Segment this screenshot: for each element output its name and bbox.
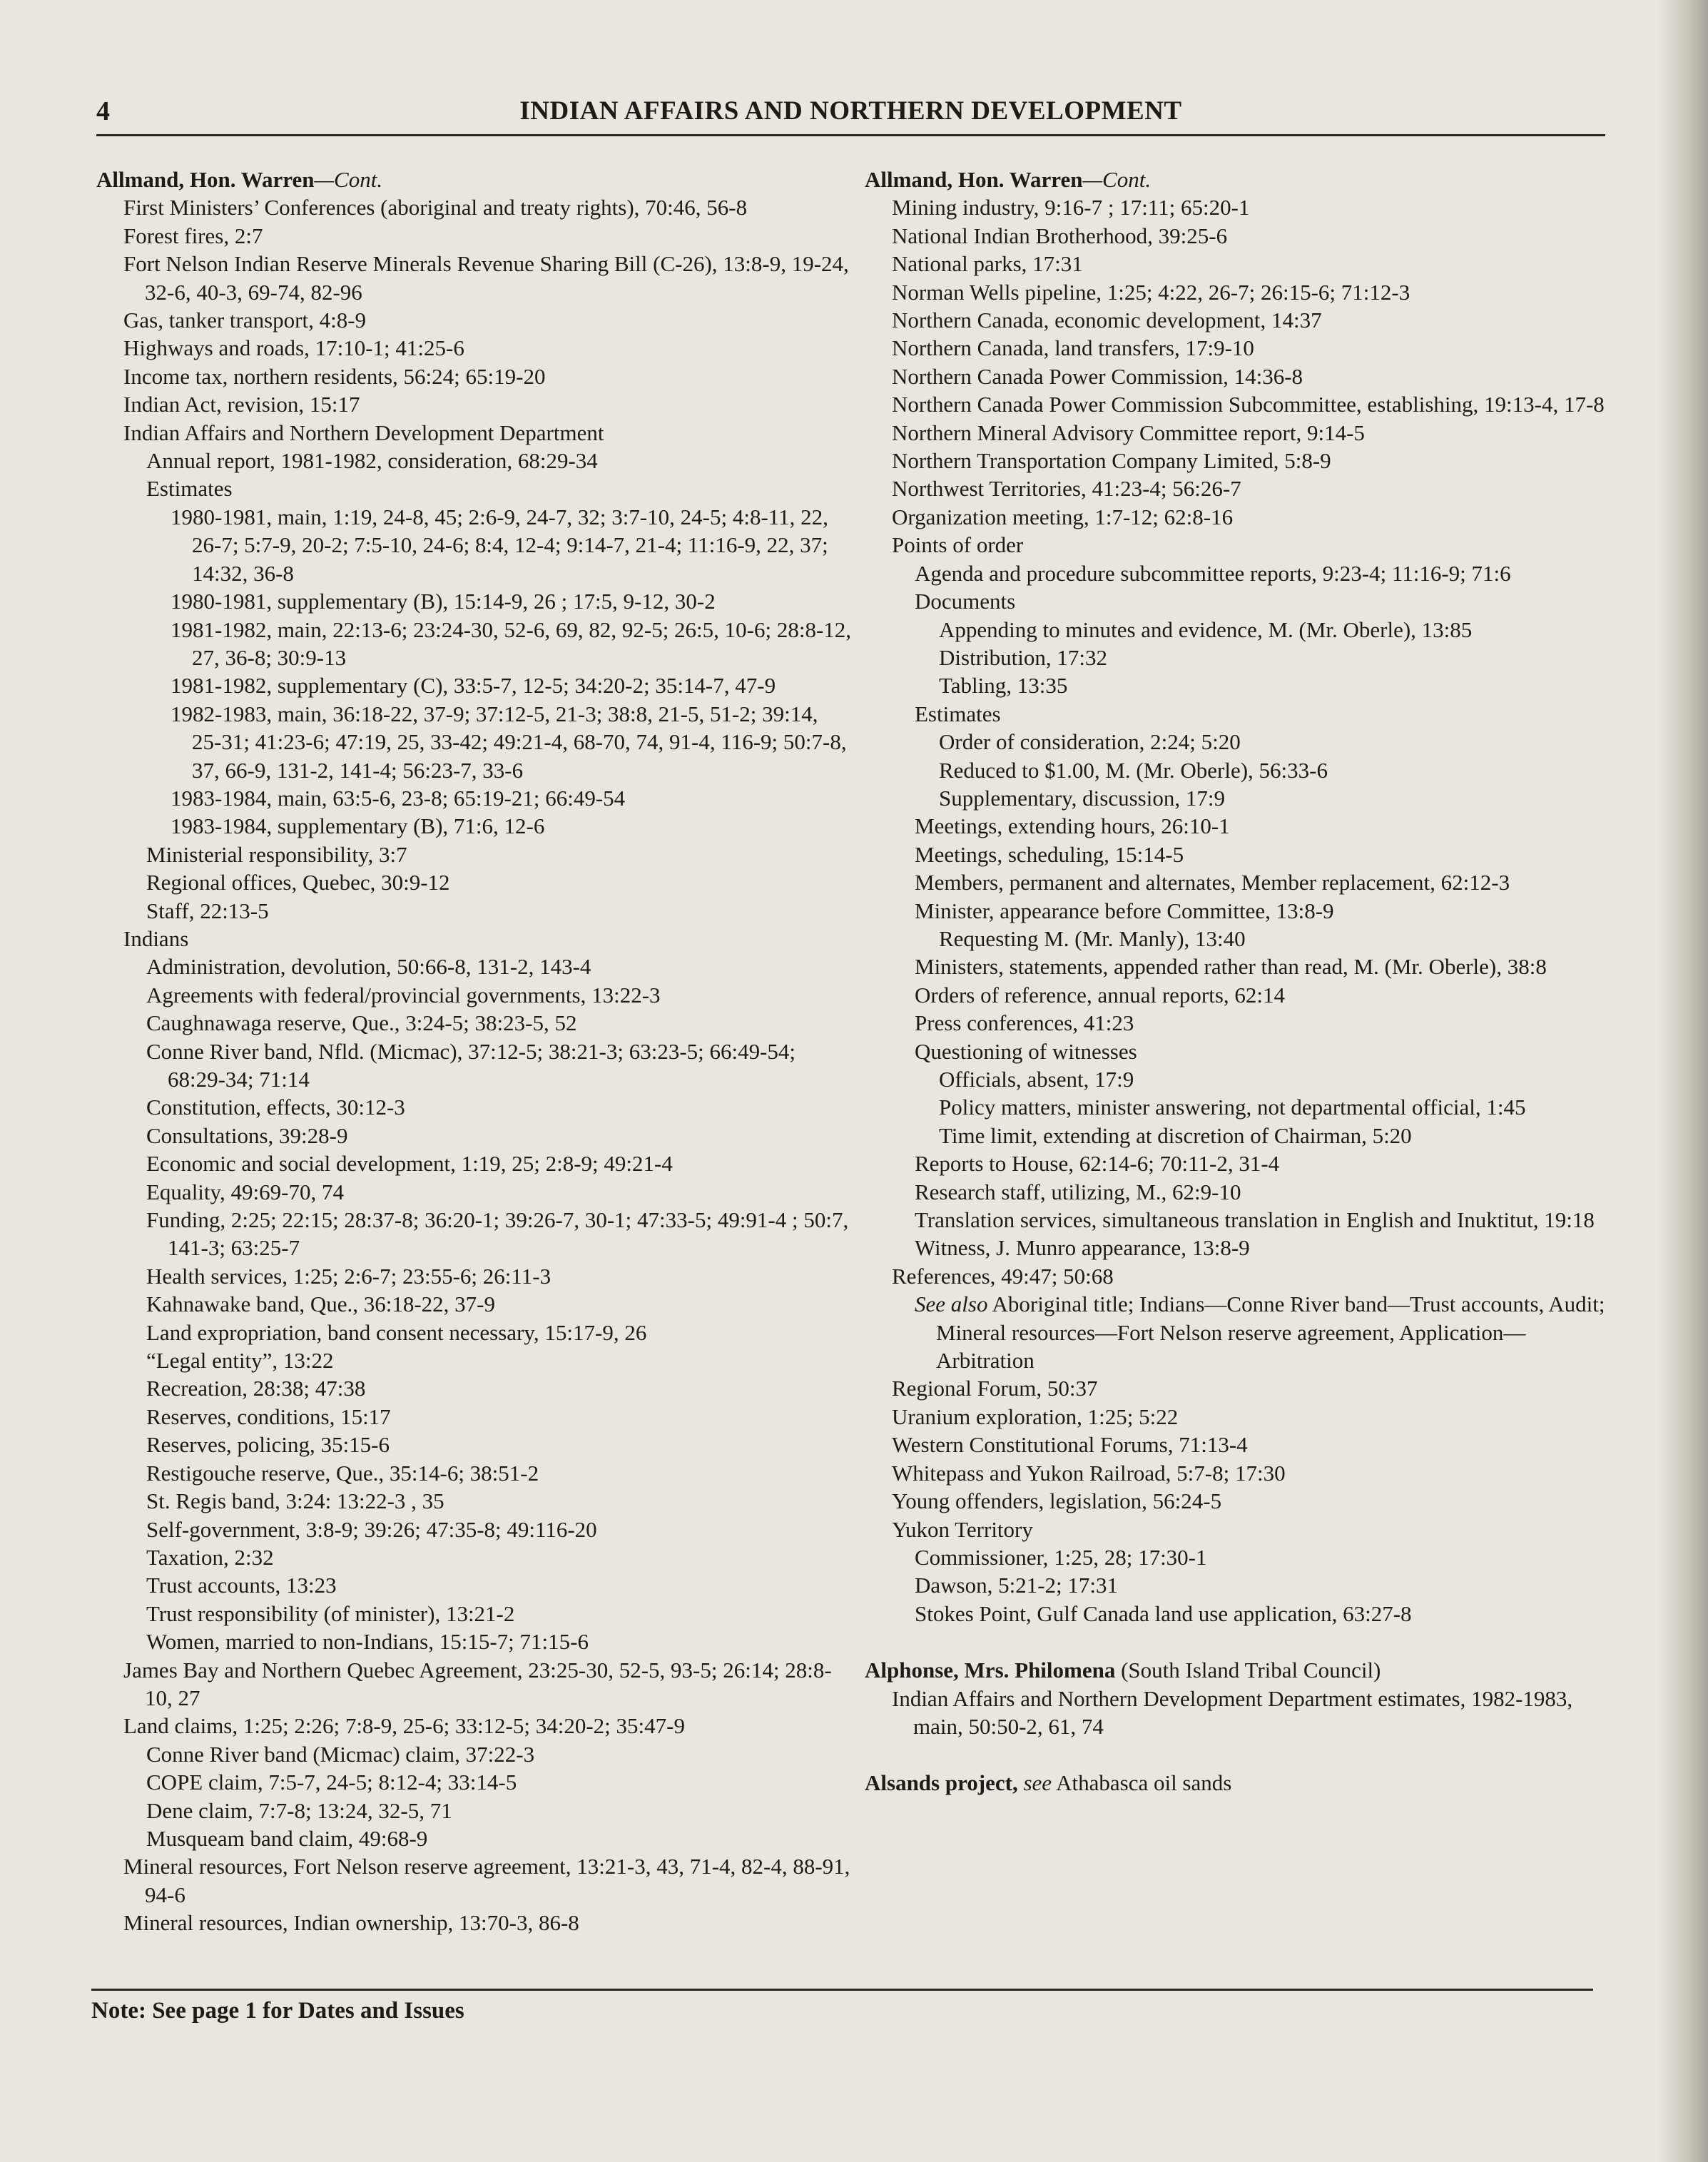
index-entry: Caughnawaga reserve, Que., 3:24-5; 38:23-5, 52 [146,1010,577,1036]
index-entry: Constitution, effects, 30:12-3 [146,1095,405,1120]
index-entry: Trust accounts, 13:23 [146,1573,337,1598]
index-entry: Kahnawake band, Que., 36:18-22, 37-9 [146,1291,495,1317]
index-entry: Northern Mineral Advisory Committee report, 9:14-5 [892,420,1365,445]
index-entry: Meetings, extending hours, 26:10-1 [915,813,1230,839]
heading-name: Allmand, Hon. Warren [865,167,1083,192]
heading-cont: —Cont. [314,167,383,192]
index-entry: Order of consideration, 2:24; 5:20 [939,729,1241,755]
index-entry: Northern Canada Power Commission, 14:36-8 [892,363,1303,389]
index-entry: Points of order [892,532,1024,558]
index-entry: Northern Transportation Company Limited, 5:8-9 [892,448,1331,474]
index-entry: Northern Canada, land transfers, 17:9-10 [892,335,1254,361]
index-entry: Taxation, 2:32 [146,1544,274,1570]
index-entry: Commissioner, 1:25, 28; 17:30-1 [915,1544,1207,1570]
index-entry: National Indian Brotherhood, 39:25-6 [892,223,1228,248]
index-entry: 1980-1981, main, 1:19, 24-8, 45; 2:6-9, 24-7, 32; 3:7-10, 24-5; 4:8-11, 22, 26-7; 5:7-9, 20-2; 7:5-10, 24-6; 8:4, 12-4; 9:14-7, 21-4; 11:16-9, 22, 37; 14:32, 36-8 [171,504,828,586]
index-entry: Press conferences, 41:23 [915,1010,1134,1036]
index-entry: Witness, J. Munro appearance, 13:8-9 [915,1235,1250,1261]
index-entry: Norman Wells pipeline, 1:25; 4:22, 26-7; 26:15-6; 71:12-3 [892,279,1410,305]
index-entry: References, 49:47; 50:68 [892,1263,1114,1289]
index-entry: 1980-1981, supplementary (B), 15:14-9, 26 ; 17:5, 9-12, 30-2 [171,589,716,614]
index-entry: Indian Act, revision, 15:17 [123,392,360,417]
index-entry: 1981-1982, main, 22:13-6; 23:24-30, 52-6, 69, 82, 92-5; 26:5, 10-6; 28:8-12, 27, 36-8; 30:9-13 [171,616,852,670]
index-entry: Musqueam band claim, 49:68-9 [146,1825,428,1851]
index-entry: Fort Nelson Indian Reserve Minerals Revenue Sharing Bill (C-26), 13:8-9, 19-24, 32-6, 40-3, 69-74, 82-96 [123,251,849,305]
spacer [865,1628,1614,1656]
index-entry: Ministerial responsibility, 3:7 [146,841,407,867]
index-entry: Dene claim, 7:7-8; 13:24, 32-5, 71 [146,1797,452,1823]
left-column [96,166,853,1937]
index-entry: Questioning of witnesses [915,1038,1137,1064]
index-entry: Agenda and procedure subcommittee reports, 9:23-4; 11:16-9; 71:6 [915,560,1511,586]
heading-cont: —Cont. [1082,167,1152,192]
index-entry: Indian Affairs and Northern Development Department [123,420,604,445]
index-entry: First Ministers’ Conferences (aboriginal and treaty rights), 70:46, 56-8 [123,195,748,220]
index-entry: Organization meeting, 1:7-12; 62:8-16 [892,504,1234,529]
index-entry: Northern Canada Power Commission Subcommittee, establishing, 19:13-4, 17-8 [892,392,1605,417]
index-entry: Stokes Point, Gulf Canada land use application, 63:27-8 [915,1600,1412,1626]
heading-name: Allmand, Hon. Warren [96,167,315,192]
index-entry: Land claims, 1:25; 2:26; 7:8-9, 25-6; 33:12-5; 34:20-2; 35:47-9 [123,1713,685,1739]
index-entry: Recreation, 28:38; 47:38 [146,1376,366,1401]
index-entry: Reduced to $1.00, M. (Mr. Oberle), 56:33-6 [939,757,1328,783]
index-entry: Appending to minutes and evidence, M. (Mr. Oberle), 13:85 [939,616,1473,642]
right-column [865,166,1614,1797]
index-entry: Members, permanent and alternates, Member replacement, 62:12-3 [915,870,1510,895]
see-reference: see [1023,1770,1052,1796]
see-also-targets: Aboriginal title; Indians—Conne River band—Trust accounts, Audit; Mineral resources—Fort Nelson reserve agreement, Application—Arbitration [936,1291,1605,1374]
index-entry: Indians [123,925,189,951]
index-entry: 1981-1982, supplementary (C), 33:5-7, 12-5; 34:20-2; 35:14-7, 47-9 [171,673,776,699]
spacer [865,1740,1614,1769]
page-number: 4 [96,96,110,126]
index-entry: Requesting M. (Mr. Manly), 13:40 [939,925,1246,951]
index-entry: Dawson, 5:21-2; 17:31 [915,1573,1119,1598]
index-entry: Administration, devolution, 50:66-8, 131-2, 143-4 [146,954,591,980]
index-entry: Uranium exploration, 1:25; 5:22 [892,1404,1179,1429]
index-entry: Tabling, 13:35 [939,673,1068,699]
page-edge-shadow [1658,0,1708,2162]
index-entry: Northwest Territories, 41:23-4; 56:26-7 [892,476,1241,502]
index-entry: Income tax, northern residents, 56:24; 65:19-20 [123,363,546,389]
index-entry: Estimates [915,701,1001,726]
index-entry: Indian Affairs and Northern Development Department estimates, 1982-1983, main, 50:50-2, 61, 74 [892,1685,1573,1739]
index-entry: Reserves, conditions, 15:17 [146,1404,391,1429]
index-entry: 1982-1983, main, 36:18-22, 37-9; 37:12-5, 21-3; 38:8, 21-5, 51-2; 39:14, 25-31; 41:23-6; 47:19, 25, 33-42; 49:21-4, 68-70, 74, 91-4, 116-9; 50:7-8, 37, 66-9, 131-2, 141-4; 56:23-7, 33-6 [171,701,847,783]
index-entry: Self-government, 3:8-9; 39:26; 47:35-8; 49:116-20 [146,1516,597,1542]
index-entry: Gas, tanker transport, 4:8-9 [123,308,367,333]
index-entry: Forest fires, 2:7 [123,223,263,248]
index-entry: Distribution, 17:32 [939,644,1107,670]
index-entry: “Legal entity”, 13:22 [146,1348,334,1374]
index-entry: Orders of reference, annual reports, 62:14 [915,982,1286,1008]
index-entry: Estimates [146,476,233,502]
index-entry: Officials, absent, 17:9 [939,1067,1134,1092]
index-entry: COPE claim, 7:5-7, 24-5; 8:12-4; 33:14-5 [146,1770,517,1795]
index-entry: Policy matters, minister answering, not departmental official, 1:45 [939,1095,1526,1120]
index-entry: Young offenders, legislation, 56:24-5 [892,1488,1222,1514]
index-entry: Annual report, 1981-1982, consideration, 68:29-34 [146,448,598,474]
index-entry: Mining industry, 9:16-7 ; 17:11; 65:20-1 [892,195,1250,220]
index-entry: Supplementary, discussion, 17:9 [939,785,1225,811]
index-entry: Highways and roads, 17:10-1; 41:25-6 [123,335,464,361]
index-entry: Land expropriation, band consent necessary, 15:17-9, 26 [146,1319,647,1345]
index-entry: Regional Forum, 50:37 [892,1376,1098,1401]
see-target: Athabasca oil sands [1056,1770,1232,1796]
index-entry: Whitepass and Yukon Railroad, 5:7-8; 17:30 [892,1460,1286,1486]
index-entry: National parks, 17:31 [892,251,1083,277]
heading-affiliation: (South Island Tribal Council) [1115,1658,1381,1683]
index-heading-alsands [865,1769,1614,1797]
index-entry: Research staff, utilizing, M., 62:9-10 [915,1179,1241,1204]
page-header [96,91,1605,136]
index-entry: 1983-1984, supplementary (B), 71:6, 12-6 [171,813,545,839]
index-entry: Funding, 2:25; 22:15; 28:37-8; 36:20-1; 39:26-7, 30-1; 47:33-5; 49:91-4 ; 50:7, 141-3; 63:25-7 [146,1207,849,1261]
running-title: INDIAN AFFAIRS AND NORTHERN DEVELOPMENT [519,96,1182,126]
index-entry: Women, married to non-Indians, 15:15-7; 71:15-6 [146,1629,589,1655]
index-entry: Minister, appearance before Committee, 13:8-9 [915,898,1334,923]
index-entry: Agreements with federal/provincial governments, 13:22-3 [146,982,661,1008]
index-entry: Western Constitutional Forums, 71:13-4 [892,1432,1248,1458]
index-entry: Consultations, 39:28-9 [146,1122,348,1148]
index-entry: Conne River band, Nfld. (Micmac), 37:12-5; 38:21-3; 63:23-5; 66:49-54; 68:29-34; 71:14 [146,1038,796,1092]
index-entry: Time limit, extending at discretion of Chairman, 5:20 [939,1122,1412,1148]
footer-note: Note: See page 1 for Dates and Issues [91,1998,464,2024]
index-entry: Northern Canada, economic development, 14:37 [892,308,1322,333]
index-entry: Ministers, statements, appended rather than read, M. (Mr. Oberle), 38:8 [915,954,1547,980]
index-entry: Restigouche reserve, Que., 35:14-6; 38:51-2 [146,1460,539,1486]
index-entry: Staff, 22:13-5 [146,898,269,923]
index-entry: Trust responsibility (of minister), 13:21-2 [146,1600,515,1626]
index-heading-alphonse [865,1656,1614,1684]
index-entry: Mineral resources, Indian ownership, 13:70-3, 86-8 [123,1910,579,1936]
index-entry: Regional offices, Quebec, 30:9-12 [146,870,450,895]
index-entry: Yukon Territory [892,1516,1033,1542]
index-heading [865,166,1614,193]
index-entry: St. Regis band, 3:24: 13:22-3 , 35 [146,1488,444,1514]
index-entry: Translation services, simultaneous translation in English and Inuktitut, 19:18 [915,1207,1595,1233]
right-entries [865,193,1614,1628]
heading-name: Alsands project, [865,1770,1018,1796]
index-entry: Equality, 49:69-70, 74 [146,1179,344,1204]
index-entry: Economic and social development, 1:19, 25; 2:8-9; 49:21-4 [146,1151,673,1177]
index-entry: 1983-1984, main, 63:5-6, 23-8; 65:19-21; 66:49-54 [171,785,626,811]
index-entry: Mineral resources, Fort Nelson reserve agreement, 13:21-3, 43, 71-4, 82-4, 88-91, 94-6 [123,1854,850,1907]
index-entry: Reports to House, 62:14-6; 70:11-2, 31-4 [915,1151,1280,1177]
index-entry: Meetings, scheduling, 15:14-5 [915,841,1184,867]
index-heading [96,166,853,193]
index-entry: Reserves, policing, 35:15-6 [146,1432,390,1458]
see-also-label: See also [915,1291,988,1317]
index-entry: James Bay and Northern Quebec Agreement, 23:25-30, 52-5, 93-5; 26:14; 28:8-10, 27 [123,1657,832,1710]
index-entry: Health services, 1:25; 2:6-7; 23:55-6; 26:11-3 [146,1263,551,1289]
index-entry: Conne River band (Micmac) claim, 37:22-3 [146,1741,535,1767]
index-entry: Documents [915,589,1016,614]
footer-rule [91,1989,1593,1991]
index-entry [915,1290,1614,1374]
heading-name: Alphonse, Mrs. Philomena [865,1658,1116,1683]
